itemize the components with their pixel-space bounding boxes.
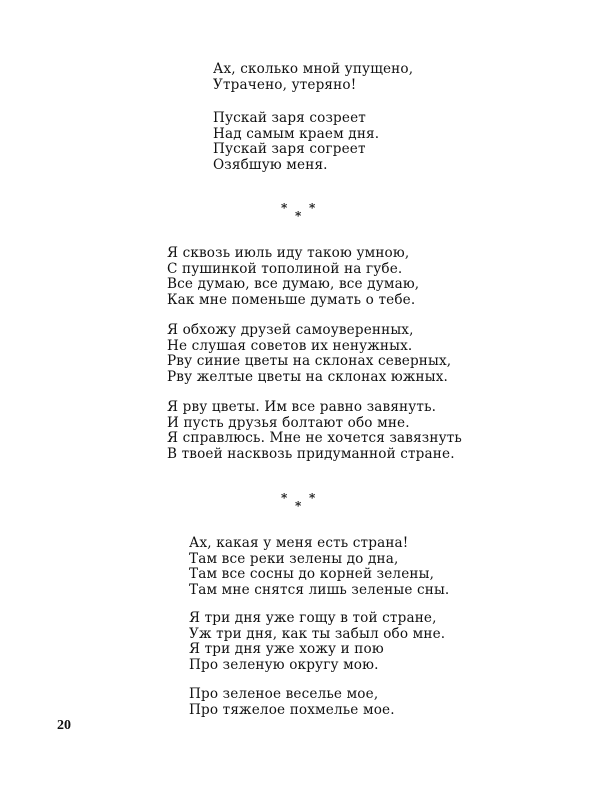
verse-line: Про тяжелое похмелье мое.: [189, 701, 395, 718]
verse-line: Про зеленое веселье мое,: [189, 686, 379, 702]
verse-line: Я три дня уже хожу и пою: [189, 641, 384, 658]
star-icon: *: [295, 499, 302, 513]
verse-line: Все думаю, все думаю, все думаю,: [167, 276, 420, 293]
star-icon: *: [281, 201, 288, 215]
verse-line: Я справлюсь. Мне не хочется завязнуть: [167, 430, 462, 447]
verse-line: Как мне поменьше думать о тебе.: [167, 291, 416, 308]
verse-line: Озябшую меня.: [213, 156, 328, 173]
verse-line: Там все сосны до корней зелены,: [189, 566, 435, 583]
asterism-separator: [281, 202, 321, 226]
verse-line: Рву желтые цветы на склонах южных.: [167, 368, 448, 385]
verse-line: Над самым краем дня.: [213, 125, 380, 142]
verse-line: Рву синие цветы на склонах северных,: [167, 353, 452, 370]
verse-line: Я три дня уже гощу в той стране,: [189, 610, 437, 626]
verse-line: Там мне снятся лишь зеленые сны.: [189, 581, 450, 598]
verse-line: Про зеленую округу мою.: [189, 656, 379, 673]
verse-line: С пушинкой тополиной на губе.: [167, 260, 403, 277]
star-icon: *: [281, 491, 288, 505]
verse-line: И пусть друзья болтают обо мне.: [167, 414, 410, 431]
poem3-stanza-2: [189, 611, 445, 673]
verse-line: Уж три дня, как ты забыл обо мне.: [189, 625, 446, 642]
verse-line: Ах, сколько мной упущено,: [213, 61, 414, 77]
poem3-stanza-1: [189, 536, 449, 598]
poem1-stanza-2: [213, 111, 379, 173]
verse-line: Не слушая советов их ненужных.: [167, 337, 413, 354]
verse-line: Пускай заря согреет: [213, 141, 366, 158]
asterism-separator: [281, 492, 321, 516]
page-number: 20: [57, 718, 71, 733]
poem3-stanza-3: [189, 687, 395, 718]
verse-line: Я обхожу друзей самоуверенных,: [167, 322, 414, 338]
poem2-stanza-1: [167, 246, 419, 308]
verse-line: Ах, какая у меня есть страна!: [189, 535, 409, 551]
poem2-stanza-2: [167, 323, 451, 385]
verse-line: Я рву цветы. Им все равно завянуть.: [167, 399, 437, 415]
verse-line: Там все реки зелены до дна,: [189, 550, 399, 567]
star-icon: *: [309, 201, 316, 215]
verse-line: Утрачено, утеряно!: [213, 76, 357, 93]
verse-line: Пускай заря созреет: [213, 110, 366, 126]
poem1-stanza-1: [213, 62, 413, 93]
star-icon: *: [295, 209, 302, 223]
verse-line: В твоей насквозь придуманной стране.: [167, 445, 455, 462]
verse-line: Я сквозь июль иду такою умною,: [167, 245, 410, 261]
poem2-stanza-3: [167, 400, 462, 462]
star-icon: *: [309, 491, 316, 505]
